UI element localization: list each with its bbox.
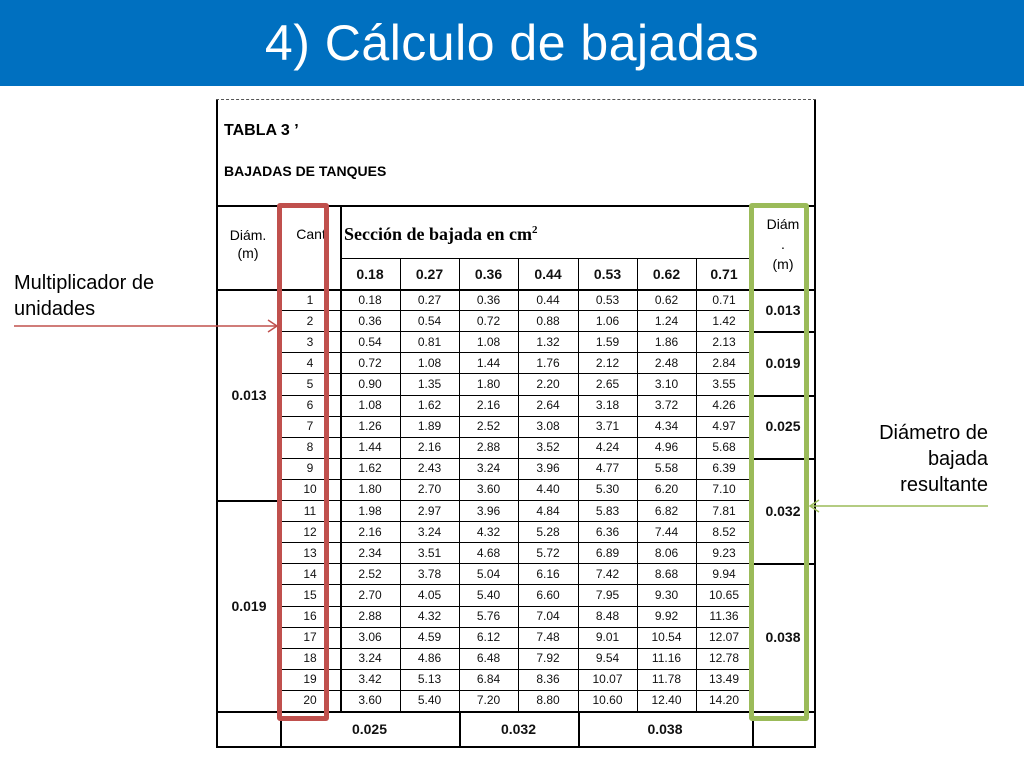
value-cell: 8.80 — [536, 693, 560, 708]
value-cell: 6.48 — [476, 651, 501, 666]
value-cell: 0.88 — [536, 313, 560, 328]
value-cell: 1.62 — [417, 398, 442, 413]
cant-cell: 9 — [306, 461, 314, 476]
value-cell: 11.16 — [651, 651, 682, 666]
value-cell: 4.05 — [417, 587, 442, 602]
value-cell: 1.62 — [358, 461, 382, 476]
value-cell: 2.97 — [417, 503, 442, 518]
grid-hline — [218, 746, 814, 748]
cant-cell: 12 — [303, 524, 317, 539]
value-cell: 3.24 — [358, 651, 382, 666]
value-cell: 3.60 — [476, 482, 501, 497]
section-header-5: 0.62 — [652, 265, 681, 282]
cant-cell: 10 — [303, 482, 317, 497]
value-cell: 9.92 — [654, 609, 679, 624]
section-header-3: 0.44 — [534, 265, 562, 282]
value-cell: 5.04 — [476, 566, 501, 581]
cant-cell: 19 — [303, 672, 317, 687]
value-cell: 6.60 — [536, 587, 560, 602]
value-cell: 9.54 — [595, 651, 620, 666]
header-diam-right-1: Diám — [766, 216, 800, 232]
value-cell: 4.77 — [595, 461, 620, 476]
value-cell: 5.40 — [417, 693, 442, 708]
value-cell: 11.78 — [651, 672, 682, 687]
value-cell: 6.89 — [595, 545, 620, 560]
value-cell: 1.24 — [654, 313, 679, 328]
cant-cell: 18 — [303, 651, 317, 666]
right-diam-group-2: 0.025 — [765, 418, 801, 435]
value-cell: 3.10 — [654, 376, 679, 391]
value-cell: 10.60 — [592, 693, 623, 708]
value-cell: 3.08 — [536, 419, 560, 434]
value-cell: 7.48 — [536, 630, 560, 645]
value-cell: 0.27 — [417, 292, 442, 307]
bottom-diam-0: 0.025 — [351, 720, 388, 737]
value-cell: 2.70 — [417, 482, 442, 497]
right-diam-group-0: 0.013 — [765, 302, 801, 319]
value-cell: 7.42 — [595, 566, 620, 581]
cant-cell: 13 — [303, 545, 317, 560]
header-seccion-sup: 2 — [532, 224, 538, 236]
value-cell: 4.40 — [536, 482, 560, 497]
value-cell: 5.72 — [536, 545, 560, 560]
value-cell: 1.08 — [417, 355, 442, 370]
value-cell: 4.68 — [476, 545, 501, 560]
value-cell: 2.12 — [595, 355, 620, 370]
value-cell: 3.71 — [595, 419, 620, 434]
table-title: TABLA 3 ’ — [224, 122, 299, 139]
value-cell: 1.08 — [358, 398, 382, 413]
value-cell: 8.68 — [654, 566, 679, 581]
value-cell: 1.35 — [417, 376, 442, 391]
section-header-2: 0.36 — [474, 265, 503, 282]
cant-cell: 7 — [306, 419, 314, 434]
left-annotation: Multiplicador de unidades — [14, 272, 155, 320]
title-bar — [0, 0, 1024, 86]
value-cell: 9.94 — [712, 566, 736, 581]
value-cell: 2.16 — [358, 524, 382, 539]
value-cell: 7.04 — [536, 609, 560, 624]
value-cell: 5.40 — [476, 587, 501, 602]
bottom-diam-2: 0.038 — [647, 720, 683, 737]
value-cell: 1.86 — [654, 334, 679, 349]
value-cell: 12.78 — [708, 651, 740, 666]
value-cell: 3.42 — [358, 672, 382, 687]
right-diam-group-3: 0.032 — [765, 502, 801, 519]
bottom-diam-1: 0.032 — [500, 720, 537, 737]
section-header-6: 0.71 — [710, 265, 738, 282]
value-cell: 3.51 — [417, 545, 442, 560]
value-cell: 6.39 — [712, 461, 736, 476]
value-cell: 2.16 — [417, 440, 442, 455]
value-cell: 4.59 — [417, 630, 442, 645]
cant-cell: 2 — [306, 313, 314, 328]
value-cell: 3.52 — [536, 440, 560, 455]
value-cell: 2.88 — [358, 609, 382, 624]
value-cell: 4.97 — [712, 419, 736, 434]
value-cell: 1.98 — [358, 503, 382, 518]
value-cell: 5.28 — [536, 524, 560, 539]
value-cell: 7.44 — [654, 524, 679, 539]
value-cell: 14.20 — [708, 693, 740, 708]
cant-cell: 11 — [303, 503, 317, 518]
header-seccion-text: Sección de bajada en cm — [344, 224, 532, 244]
value-cell: 1.44 — [358, 440, 382, 455]
value-cell: 0.36 — [476, 292, 501, 307]
value-cell: 9.23 — [712, 545, 736, 560]
cant-highlight-box — [277, 203, 329, 721]
value-cell: 3.24 — [476, 461, 501, 476]
value-cell: 8.06 — [654, 545, 679, 560]
value-cell: 3.60 — [358, 693, 382, 708]
value-cell: 7.95 — [595, 587, 620, 602]
cant-cell: 8 — [306, 440, 314, 455]
value-cell: 5.58 — [654, 461, 679, 476]
right-annotation: Diámetro de bajada resultante — [879, 422, 988, 496]
value-cell: 7.10 — [712, 482, 736, 497]
value-cell: 2.70 — [358, 587, 382, 602]
value-cell: 3.06 — [358, 630, 382, 645]
value-cell: 9.01 — [595, 630, 620, 645]
value-cell: 1.08 — [476, 334, 501, 349]
value-cell: 1.32 — [536, 334, 560, 349]
value-cell: 3.55 — [712, 376, 736, 391]
value-cell: 2.43 — [417, 461, 442, 476]
header-diam-right-3: (m) — [772, 256, 794, 272]
value-cell: 10.07 — [592, 672, 623, 687]
cant-cell: 20 — [303, 693, 317, 708]
value-cell: 0.62 — [654, 292, 679, 307]
cant-cell: 16 — [303, 609, 317, 624]
table-subtitle: BAJADAS DE TANQUES — [224, 163, 387, 179]
diam-highlight-box — [749, 203, 809, 721]
value-cell: 3.18 — [595, 398, 620, 413]
value-cell: 2.84 — [712, 355, 736, 370]
cant-cell: 6 — [306, 398, 314, 413]
value-cell: 1.26 — [358, 419, 382, 434]
value-cell: 2.52 — [358, 566, 382, 581]
value-cell: 2.88 — [476, 440, 501, 455]
value-cell: 6.84 — [476, 672, 501, 687]
value-cell: 4.86 — [417, 651, 442, 666]
value-cell: 12.40 — [651, 693, 682, 708]
value-cell: 8.52 — [712, 524, 736, 539]
cant-cell: 3 — [306, 334, 314, 349]
value-cell: 7.81 — [712, 503, 736, 518]
right-diam-group-1: 0.019 — [765, 354, 801, 371]
value-cell: 0.90 — [358, 376, 382, 391]
value-cell: 1.80 — [358, 482, 382, 497]
header-seccion — [344, 224, 644, 245]
value-cell: 2.65 — [595, 376, 620, 391]
value-cell: 1.76 — [536, 355, 560, 370]
right-diam-group-4: 0.038 — [765, 629, 801, 646]
value-cell: 4.84 — [536, 503, 560, 518]
value-cell: 5.30 — [595, 482, 620, 497]
value-cell: 5.76 — [476, 609, 501, 624]
value-cell: 4.32 — [417, 609, 442, 624]
value-cell: 6.20 — [654, 482, 679, 497]
left-diam-group-2: 0.019 — [231, 597, 267, 614]
value-cell: 1.59 — [595, 334, 620, 349]
value-cell: 0.72 — [476, 313, 501, 328]
header-cant: Cant. — [296, 226, 330, 242]
value-cell: 7.20 — [476, 693, 501, 708]
value-cell: 3.72 — [654, 398, 679, 413]
value-cell: 11.36 — [709, 609, 739, 624]
left-diam-group-1: 0.013 — [231, 386, 267, 403]
value-cell: 2.16 — [476, 398, 501, 413]
value-cell: 4.32 — [476, 524, 501, 539]
value-cell: 1.42 — [712, 313, 736, 328]
cant-cell: 5 — [306, 376, 314, 391]
value-cell: 6.12 — [476, 630, 501, 645]
value-cell: 5.83 — [595, 503, 620, 518]
value-cell: 1.44 — [476, 355, 501, 370]
value-cell: 2.64 — [536, 398, 560, 413]
value-cell: 1.80 — [476, 376, 501, 391]
header-diam-left: Diám. (m) — [229, 227, 267, 261]
value-cell: 6.82 — [654, 503, 679, 518]
cant-cell: 14 — [303, 566, 317, 581]
value-cell: 6.36 — [595, 524, 620, 539]
value-cell: 0.36 — [358, 313, 382, 328]
value-cell: 5.68 — [712, 440, 736, 455]
cant-cell: 4 — [306, 355, 314, 370]
value-cell: 0.18 — [358, 292, 382, 307]
value-cell: 4.26 — [712, 398, 736, 413]
value-cell: 0.81 — [417, 334, 442, 349]
value-cell: 13.49 — [708, 672, 740, 687]
value-cell: 8.36 — [536, 672, 560, 687]
value-cell: 2.13 — [712, 334, 736, 349]
header-diam-right-2: . — [781, 236, 785, 252]
value-cell: 5.13 — [417, 672, 442, 687]
value-cell: 0.71 — [712, 292, 736, 307]
value-cell: 3.78 — [417, 566, 442, 581]
value-cell: 4.34 — [654, 419, 679, 434]
value-cell: 2.52 — [476, 419, 501, 434]
value-cell: 0.54 — [358, 334, 382, 349]
value-cell: 0.72 — [358, 355, 382, 370]
value-cell: 10.54 — [651, 630, 682, 645]
value-cell: 2.34 — [358, 545, 382, 560]
cant-cell: 15 — [303, 587, 317, 602]
value-cell: 0.53 — [595, 292, 620, 307]
value-cell: 4.96 — [654, 440, 679, 455]
value-cell: 6.16 — [536, 566, 560, 581]
slide-title: 4) Cálculo de bajadas — [264, 15, 760, 71]
value-cell: 12.07 — [708, 630, 740, 645]
value-cell: 7.92 — [536, 651, 560, 666]
section-header-4: 0.53 — [593, 265, 622, 282]
value-cell: 2.48 — [654, 355, 679, 370]
value-cell: 4.24 — [595, 440, 620, 455]
value-cell: 10.65 — [708, 587, 740, 602]
value-cell: 1.89 — [417, 419, 442, 434]
value-cell: 9.30 — [654, 587, 679, 602]
section-header-0: 0.18 — [356, 265, 384, 282]
value-cell: 0.54 — [417, 313, 442, 328]
value-cell: 8.48 — [595, 609, 620, 624]
value-cell: 1.06 — [595, 313, 620, 328]
cant-cell: 17 — [303, 630, 317, 645]
cant-cell: 1 — [306, 292, 314, 307]
value-cell: 3.96 — [476, 503, 501, 518]
value-cell: 2.20 — [536, 376, 560, 391]
value-cell: 0.44 — [536, 292, 560, 307]
value-cell: 3.24 — [417, 524, 442, 539]
value-cell: 3.96 — [536, 461, 560, 476]
section-header-1: 0.27 — [415, 265, 444, 282]
